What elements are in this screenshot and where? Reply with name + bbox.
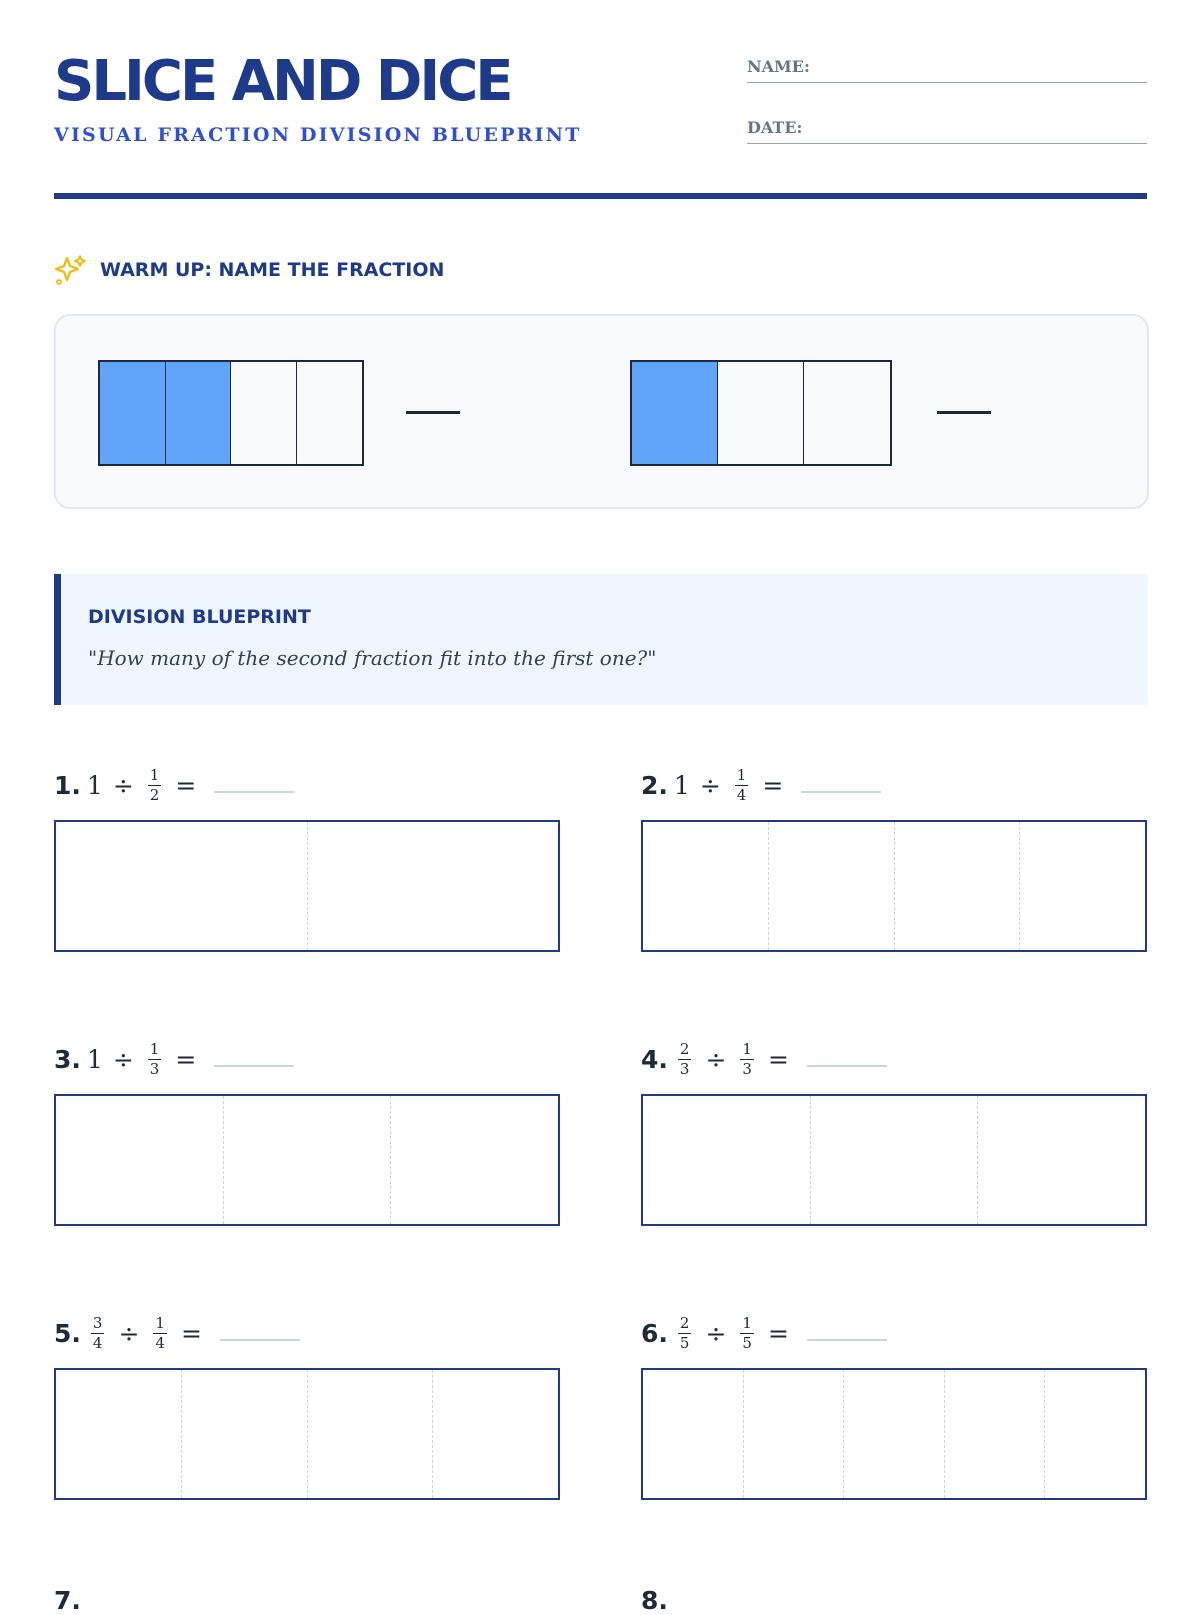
dividend-whole-number: 1	[86, 770, 103, 800]
denominator: 4	[155, 1333, 165, 1352]
dividend-whole-number: 1	[86, 1044, 103, 1074]
fraction-cell	[166, 362, 232, 464]
denominator: 4	[736, 785, 747, 804]
denominator: 5	[742, 1333, 752, 1352]
answer-blank-2[interactable]	[937, 411, 991, 414]
model-partition	[978, 1096, 1145, 1224]
fraction-cell	[632, 362, 718, 464]
divide-sign: ÷	[118, 1318, 140, 1348]
model-partition	[643, 822, 769, 950]
header-divider	[54, 193, 1147, 199]
numerator: 3	[92, 1313, 103, 1332]
fraction-cell	[297, 362, 363, 464]
model-partition	[182, 1370, 308, 1498]
model-partition	[433, 1370, 558, 1498]
divide-sign: ÷	[705, 1044, 727, 1074]
problem-number: 4.	[641, 1044, 668, 1074]
fraction-cell	[718, 362, 804, 464]
callout-quote: "How many of the second fraction fit into the first one?"	[88, 646, 657, 670]
dividend-fraction	[678, 1313, 692, 1352]
answer-blank[interactable]	[801, 777, 881, 793]
divisor-fraction	[153, 1313, 167, 1352]
equals-sign: =	[762, 770, 784, 800]
problem-equation	[54, 1308, 560, 1358]
problem-6	[641, 1308, 1147, 1500]
problem-5	[54, 1308, 560, 1500]
sparkle-icon	[54, 253, 88, 287]
model-partition	[744, 1370, 845, 1498]
denominator: 5	[679, 1333, 690, 1352]
name-label: NAME:	[747, 57, 810, 76]
divide-sign: ÷	[699, 770, 721, 800]
warm-up-heading	[54, 253, 444, 287]
model-partition	[844, 1370, 945, 1498]
fraction-model-1	[98, 360, 364, 466]
denominator: 2	[149, 785, 160, 804]
model-partition	[1045, 1370, 1145, 1498]
divisor-fraction	[740, 1039, 754, 1078]
warm-up-title: WARM UP: NAME THE FRACTION	[100, 259, 445, 281]
numerator: 1	[736, 765, 747, 784]
divisor-fraction	[148, 765, 162, 804]
divisor-fraction	[148, 1039, 162, 1078]
dividend-fraction	[678, 1039, 692, 1078]
numerator: 1	[149, 1039, 160, 1058]
callout-heading: DIVISION BLUEPRINT	[88, 606, 311, 628]
equals-sign: =	[180, 1318, 202, 1348]
problem-7-peek: 7.	[54, 1586, 81, 1615]
divide-sign: ÷	[112, 770, 134, 800]
division-model-box[interactable]	[641, 1094, 1147, 1226]
worksheet-subtitle: VISUAL FRACTION DIVISION BLUEPRINT	[54, 124, 582, 146]
problem-equation	[641, 1308, 1147, 1358]
name-field[interactable]	[747, 57, 1147, 83]
model-partition	[895, 822, 1021, 950]
model-partition	[1020, 822, 1145, 950]
answer-blank[interactable]	[807, 1325, 887, 1341]
numerator: 2	[679, 1039, 690, 1058]
division-model-box[interactable]	[641, 1368, 1147, 1500]
division-model-box[interactable]	[54, 1368, 560, 1500]
warm-up-panel	[54, 314, 1149, 509]
divide-sign: ÷	[705, 1318, 727, 1348]
equals-sign: =	[767, 1044, 789, 1074]
model-partition	[224, 1096, 392, 1224]
denominator: 3	[149, 1059, 160, 1078]
divisor-fraction	[735, 765, 749, 804]
model-partition	[308, 822, 559, 950]
problem-number: 5.	[54, 1318, 81, 1348]
fraction-model-2	[630, 360, 892, 466]
problem-number: 2.	[641, 770, 668, 800]
denominator: 4	[92, 1333, 103, 1352]
divisor-fraction	[740, 1313, 754, 1352]
dividend-fraction	[91, 1313, 105, 1352]
problem-equation	[54, 760, 560, 810]
answer-blank[interactable]	[807, 1051, 887, 1067]
equals-sign: =	[175, 1044, 197, 1074]
divide-sign: ÷	[112, 1044, 134, 1074]
model-partition	[769, 822, 895, 950]
answer-blank[interactable]	[220, 1325, 300, 1341]
answer-blank-1[interactable]	[406, 411, 460, 414]
division-blueprint-callout	[54, 574, 1147, 705]
numerator: 1	[155, 1313, 165, 1332]
numerator: 1	[742, 1313, 752, 1332]
fraction-cell	[100, 362, 166, 464]
problem-number: 3.	[54, 1044, 81, 1074]
model-partition	[811, 1096, 979, 1224]
model-partition	[56, 1096, 224, 1224]
problem-1	[54, 760, 560, 952]
division-model-box[interactable]	[54, 820, 560, 952]
division-model-box[interactable]	[641, 820, 1147, 952]
fraction-cell	[804, 362, 890, 464]
numerator: 1	[149, 765, 160, 784]
problem-8-peek: 8.	[641, 1586, 668, 1615]
answer-blank[interactable]	[214, 1051, 294, 1067]
equals-sign: =	[767, 1318, 789, 1348]
model-partition	[643, 1370, 744, 1498]
model-partition	[391, 1096, 558, 1224]
model-partition	[308, 1370, 434, 1498]
answer-blank[interactable]	[214, 777, 294, 793]
model-partition	[945, 1370, 1046, 1498]
division-model-box[interactable]	[54, 1094, 560, 1226]
problem-3	[54, 1034, 560, 1226]
denominator: 3	[679, 1059, 690, 1078]
problem-equation	[54, 1034, 560, 1084]
date-label: DATE:	[747, 118, 803, 137]
problem-equation	[641, 760, 1147, 810]
problem-4	[641, 1034, 1147, 1226]
problem-number: 1.	[54, 770, 81, 800]
date-field[interactable]	[747, 118, 1147, 144]
denominator: 3	[742, 1059, 752, 1078]
worksheet-title: SLICE AND DICE	[54, 49, 511, 114]
model-partition	[643, 1096, 811, 1224]
problem-2	[641, 760, 1147, 952]
problem-equation	[641, 1034, 1147, 1084]
dividend-whole-number: 1	[673, 770, 690, 800]
fraction-cell	[231, 362, 297, 464]
problem-number: 6.	[641, 1318, 668, 1348]
model-partition	[56, 822, 308, 950]
numerator: 2	[679, 1313, 690, 1332]
equals-sign: =	[175, 770, 197, 800]
numerator: 1	[742, 1039, 752, 1058]
model-partition	[56, 1370, 182, 1498]
